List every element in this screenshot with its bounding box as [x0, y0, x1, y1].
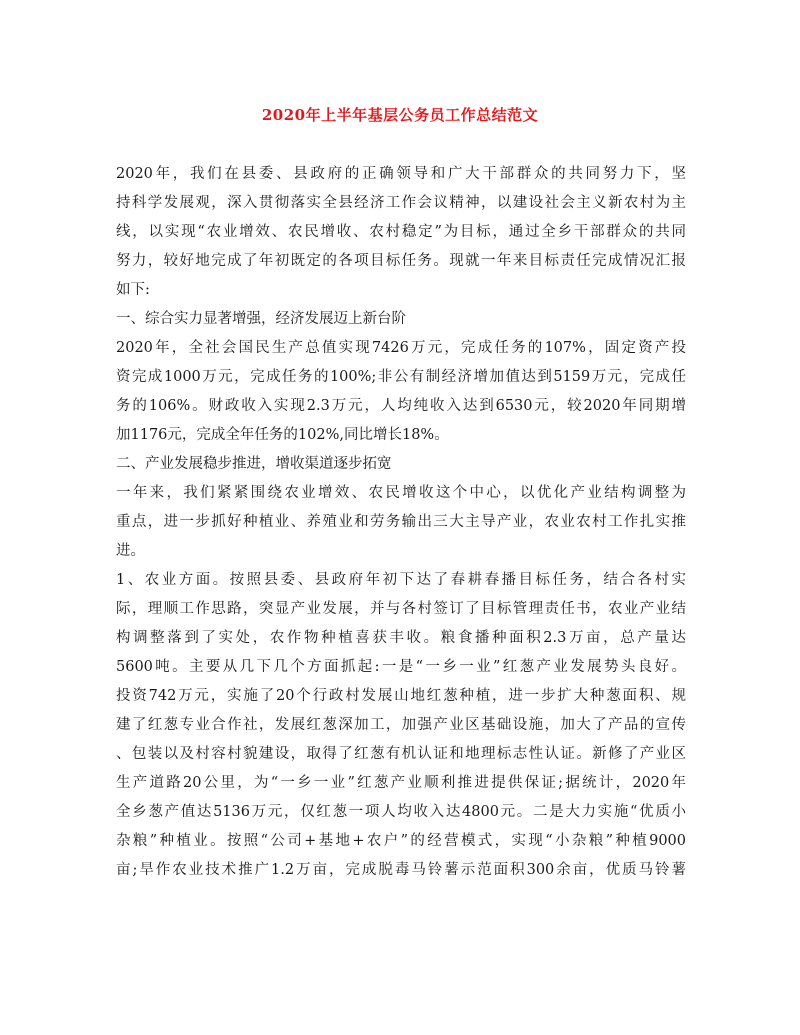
text-line: 5600吨。主要从几下几个方面抓起:一是“一乡一业”红葱产业发展势头良好。	[116, 659, 686, 675]
text-line: 2020年，我们在县委、县政府的正确领导和广大干部群众的共同努力下，坚	[116, 166, 686, 182]
text-line: 进。	[116, 543, 145, 559]
text-line: 如下:	[116, 282, 150, 298]
text-line: 建了红葱专业合作社，发展红葱深加工，加强产业区基础设施，加大了产品的宣传	[116, 717, 686, 733]
text-line: 资完成1000万元，完成任务的100%;非公有制经济增加值达到5159万元，完成任	[116, 369, 686, 385]
text-line: 亩;旱作农业技术推广1.2万亩，完成脱毒马铃薯示范面积300余亩，优质马铃薯	[116, 862, 686, 878]
text-line: 构调整落到了实处，农作物种植喜获丰收。粮食播种面积2.3万亩，总产量达	[116, 630, 686, 646]
text-line: 加1176元，完成全年任务的102%,同比增长18%。	[116, 427, 449, 443]
text-line: 1、农业方面。按照县委、县政府年初下达了春耕春播目标任务，结合各村实	[116, 572, 686, 588]
text-line: 持科学发展观，深入贯彻落实全县经济工作会议精神，以建设社会主义新农村为主	[116, 195, 686, 211]
text-line: 重点，进一步抓好种植业、养殖业和劳务输出三大主导产业，农业农村工作扎实推	[116, 514, 686, 530]
text-line: 努力，较好地完成了年初既定的各项目标任务。现就一年来目标责任完成情况汇报	[116, 253, 686, 269]
document-title: 2020年上半年基层公务员工作总结范文	[261, 106, 539, 124]
text-line: 际，理顺工作思路，突显产业发展，并与各村签订了目标管理责任书，农业产业结	[116, 601, 686, 617]
text-line: 2020年，全社会国民生产总值实现7426万元，完成任务的107%，固定资产投	[116, 340, 686, 356]
text-line: 务的106%。财政收入实现2.3万元，人均纯收入达到6530元，较2020年同期增	[116, 398, 686, 414]
text-line: 一年来，我们紧紧围绕农业增效、农民增收这个中心，以优化产业结构调整为	[116, 485, 686, 501]
text-line: 全乡葱产值达5136万元，仅红葱一项人均收入达4800元。二是大力实施“优质小	[116, 804, 686, 820]
section-heading: 二、产业发展稳步推进，增收渠道逐步拓宽	[116, 456, 392, 472]
text-line: 生产道路20公里，为“一乡一业”红葱产业顺利推进提供保证;据统计，2020年	[116, 775, 686, 791]
text-line: 杂粮”种植业。按照“公司+基地+农户”的经营模式，实现“小杂粮”种植9000	[116, 833, 686, 849]
section-heading: 一、综合实力显著增强，经济发展迈上新台阶	[116, 311, 406, 327]
text-line: 投资742万元，实施了20个行政村发展山地红葱种植，进一步扩大种葱面积、规	[116, 688, 686, 704]
text-line: 线，以实现“农业增效、农民增收、农村稳定”为目标，通过全乡干部群众的共同	[116, 224, 686, 240]
text-line: 、包装以及村容村貌建设，取得了红葱有机认证和地理标志性认证。新修了产业区	[116, 746, 686, 762]
